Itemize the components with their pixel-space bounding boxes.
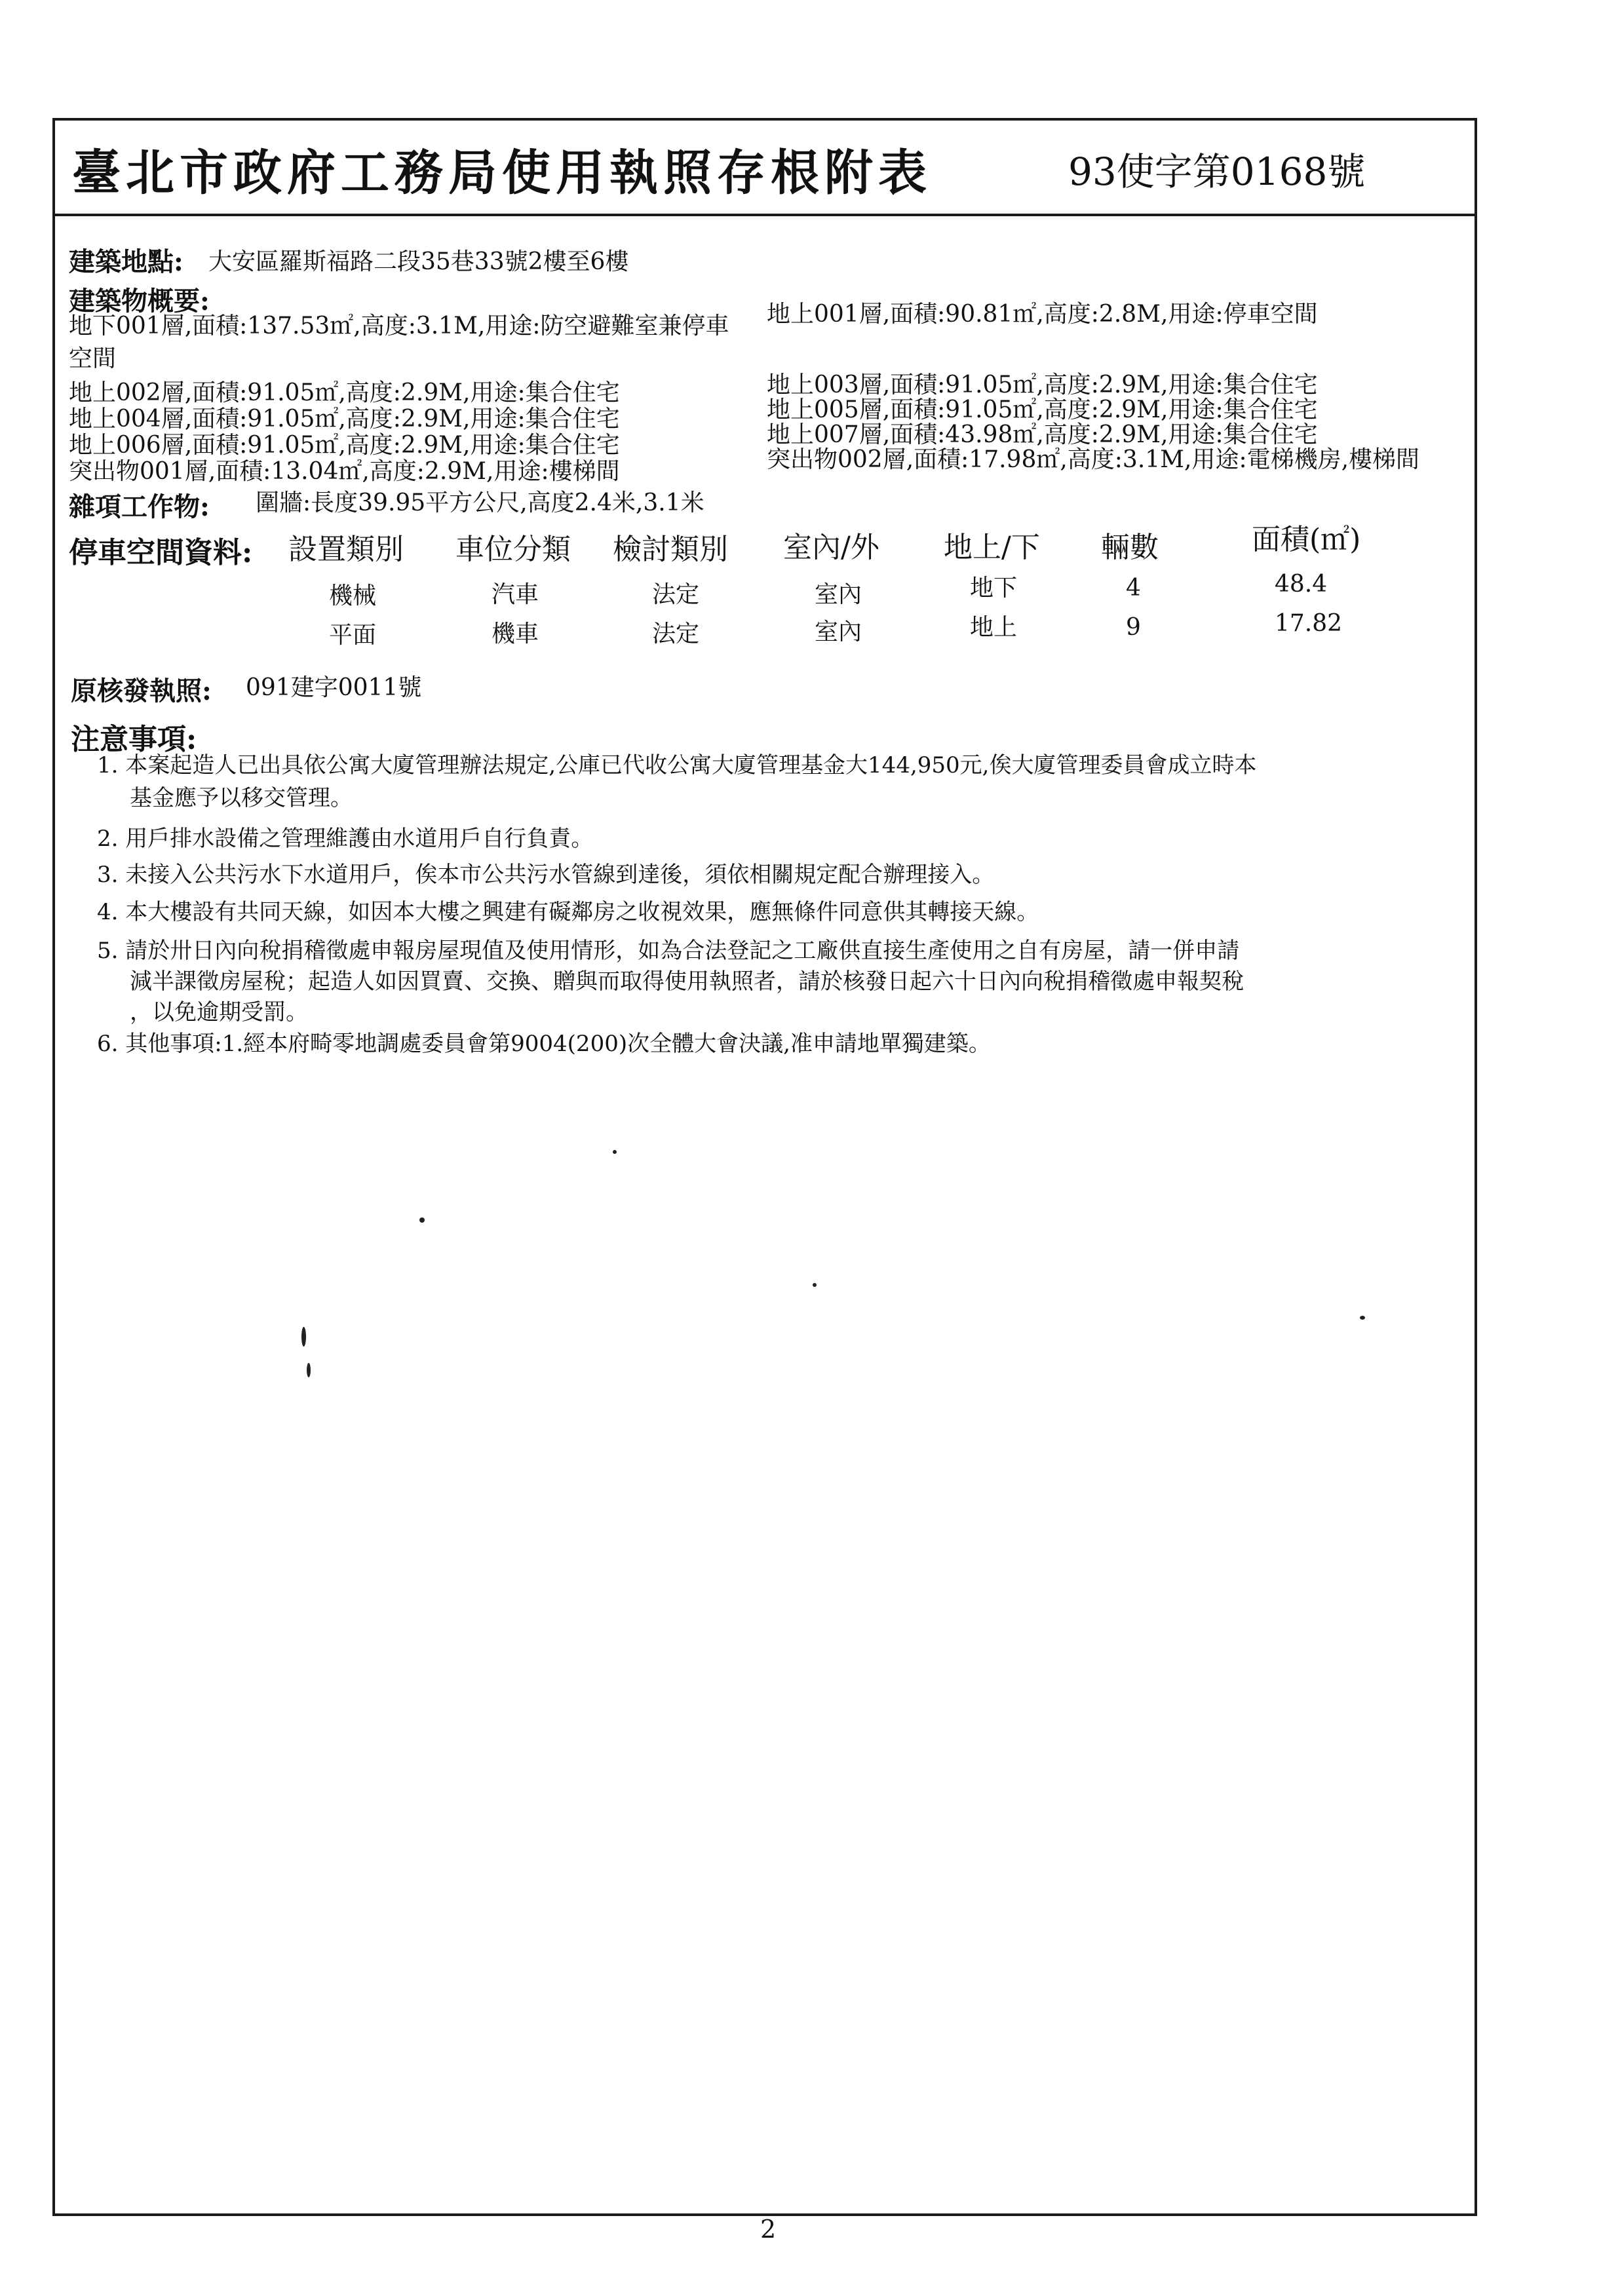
parking-cell: 地下 (970, 575, 1018, 602)
parking-cell: 室內 (815, 619, 862, 645)
parking-cell: 法定 (652, 621, 700, 647)
parking-cell: 平面 (329, 622, 377, 649)
overview-left-line: 地上004層,面積:91.05㎡,高度:2.9M,用途:集合住宅 (69, 406, 620, 432)
note-line: ，以免逾期受罰。 (130, 999, 308, 1025)
page-number: 2 (760, 2215, 777, 2244)
scan-speck (301, 1327, 306, 1347)
parking-cell: 4 (1126, 575, 1141, 602)
permit-number: 93使字第0168號 (1068, 149, 1366, 194)
location-label: 建築地點: (69, 246, 183, 277)
parking-cell: 法定 (652, 581, 700, 608)
scan-speck (419, 1217, 425, 1223)
overview-label: 建築物概要: (69, 286, 210, 316)
overview-left-line: 空間 (69, 345, 117, 372)
note-line: 5. 請於卅日內向稅捐稽徵處申報房屋現值及使用情形，如為合法登記之工廠供直接生產使用之自有房屋，請一併申請 (97, 938, 1240, 964)
overview-right-line: 地上001層,面積:90.81㎡,高度:2.8M,用途:停車空間 (767, 301, 1318, 328)
overview-left-line: 地上002層,面積:91.05㎡,高度:2.9M,用途:集合住宅 (69, 379, 620, 406)
notes-label: 注意事項: (71, 723, 197, 756)
misc-label: 雜項工作物: (69, 491, 210, 522)
misc-value: 圍牆:長度39.95平方公尺,高度2.4米,3.1米 (256, 489, 704, 516)
parking-header: 輛數 (1101, 531, 1159, 564)
note-line: 2. 用戶排水設備之管理維護由水道用戶自行負責。 (97, 826, 594, 852)
parking-header: 設置類別 (288, 533, 404, 566)
note-line: 1. 本案起造人已出具依公寓大廈管理辦法規定,公庫已代收公寓大廈管理基金大144,950元,俟大廈管理委員會成立時本 (97, 752, 1257, 778)
overview-right-line: 突出物002層,面積:17.98㎡,高度:3.1M,用途:電梯機房,樓梯間 (767, 446, 1420, 473)
parking-header: 室內/外 (783, 531, 879, 564)
parking-label: 停車空間資料: (69, 536, 253, 569)
parking-cell: 機車 (492, 621, 539, 647)
scan-speck (613, 1150, 617, 1154)
parking-cell: 室內 (815, 581, 862, 608)
parking-header: 地上/下 (944, 531, 1040, 564)
parking-cell: 17.82 (1275, 610, 1343, 637)
parking-cell: 汽車 (492, 581, 539, 608)
parking-cell: 地上 (970, 614, 1018, 641)
overview-left-line: 地上006層,面積:91.05㎡,高度:2.9M,用途:集合住宅 (69, 432, 620, 459)
overview-right-line: 地上007層,面積:43.98㎡,高度:2.9M,用途:集合住宅 (767, 421, 1318, 448)
parking-header: 車位分類 (455, 533, 571, 566)
parking-header: 面積(㎡) (1252, 523, 1361, 556)
overview-right-line: 地上003層,面積:91.05㎡,高度:2.9M,用途:集合住宅 (767, 372, 1318, 398)
note-line: 4. 本大樓設有共同天線，如因本大樓之興建有礙鄰房之收視效果，應無條件同意供其轉接天線。 (97, 899, 1039, 925)
note-line: 3. 未接入公共污水下水道用戶，俟本市公共污水管線到達後，須依相關規定配合辦理接入。 (97, 862, 995, 888)
scan-speck (1360, 1316, 1365, 1320)
overview-left-line: 地下001層,面積:137.53㎡,高度:3.1M,用途:防空避難室兼停車 (69, 313, 729, 339)
note-line: 減半課徵房屋稅；起造人如因買賣、交換、贈與而取得使用執照者，請於核發日起六十日內向稅捐稽徵處申報契稅 (130, 968, 1244, 995)
scan-speck (307, 1363, 311, 1377)
parking-header: 檢討類別 (613, 533, 728, 566)
parking-cell: 48.4 (1275, 571, 1328, 598)
page-title: 臺北市政府工務局使用執照存根附表 (72, 145, 932, 201)
note-line: 6. 其他事項:1.經本府畸零地調處委員會第9004(200)次全體大會決議,准申請地單獨建築。 (97, 1031, 991, 1057)
note-line: 基金應予以移交管理。 (130, 785, 353, 811)
scan-speck (813, 1283, 817, 1287)
original-permit-label: 原核發執照: (71, 676, 212, 706)
overview-right-line: 地上005層,面積:91.05㎡,高度:2.9M,用途:集合住宅 (767, 396, 1318, 423)
parking-cell: 機械 (329, 583, 377, 609)
parking-cell: 9 (1126, 614, 1141, 641)
location-value: 大安區羅斯福路二段35巷33號2樓至6樓 (208, 248, 629, 275)
overview-left-line: 突出物001層,面積:13.04㎡,高度:2.9M,用途:樓梯間 (69, 458, 620, 485)
original-permit-value: 091建字0011號 (246, 674, 422, 701)
